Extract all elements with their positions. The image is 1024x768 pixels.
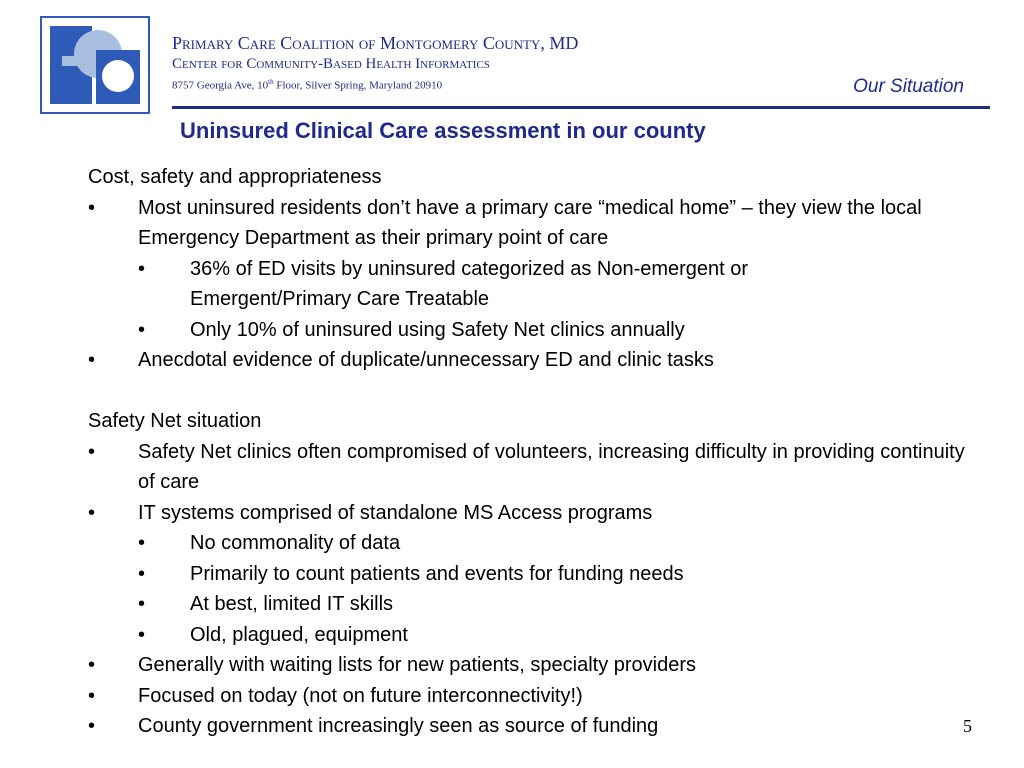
bullet-text: County government increasingly seen as source of funding <box>138 715 659 737</box>
bullet-item <box>88 498 988 529</box>
spacer <box>88 376 988 407</box>
address-part2: Floor, Silver Spring, Maryland 20910 <box>273 79 443 92</box>
bullet-icon: • <box>88 440 96 463</box>
bullet-item <box>88 345 988 376</box>
bullet-text: 36% of ED visits by uninsured categorized as Non-emergent or Emergent/Primary Care Treatable <box>190 257 749 310</box>
bullet-item <box>88 681 988 712</box>
bullet-text: Anecdotal evidence of duplicate/unnecessary ED and clinic tasks <box>138 349 714 371</box>
section-label: Our Situation <box>853 76 964 97</box>
bullet-icon: • <box>88 349 96 371</box>
sub-bullet-item <box>88 559 988 590</box>
bullet-icon: • <box>138 593 146 615</box>
section-heading-cost: Cost, safety and appropriateness <box>88 166 382 188</box>
bullet-text: Old, plagued, equipment <box>190 623 408 646</box>
sub-bullet-item <box>88 620 988 651</box>
bullet-icon: • <box>138 623 146 646</box>
page-number: 5 <box>963 716 972 736</box>
bullet-icon: • <box>138 257 146 280</box>
bullet-item <box>88 650 988 681</box>
bullet-text: IT systems comprised of standalone MS Access programs <box>138 501 653 524</box>
section-heading-safety-net: Safety Net situation <box>88 410 262 432</box>
organization-center: Center for Community-Based Health Informatics <box>172 56 490 72</box>
address-part1: 8757 Georgia Ave, 10 <box>172 79 269 92</box>
sub-bullet-item <box>88 528 988 559</box>
bullet-text: Most uninsured residents don’t have a primary care “medical home” – they view the local Emergency Department as their primary point of care <box>138 196 922 249</box>
bullet-text: Safety Net clinics often compromised of volunteers, increasing difficulty in providing continuity of care <box>138 440 965 493</box>
coalition-logo <box>40 16 150 114</box>
header-divider <box>172 106 990 109</box>
bullet-icon: • <box>88 715 96 737</box>
sub-bullet-item <box>88 254 988 315</box>
bullet-text: At best, limited IT skills <box>190 593 394 615</box>
bullet-icon: • <box>88 684 96 707</box>
sub-bullet-item <box>88 589 988 620</box>
bullet-text: Focused on today (not on future interconnectivity!) <box>138 684 583 707</box>
organization-address <box>172 74 578 94</box>
bullet-item <box>88 711 988 742</box>
address-sup: th <box>268 78 274 86</box>
bullet-icon: • <box>138 532 146 554</box>
bullet-text: Generally with waiting lists for new patients, specialty providers <box>138 654 697 676</box>
bullet-icon: • <box>138 562 146 585</box>
bullet-text: No commonality of data <box>190 532 401 554</box>
bullet-icon: • <box>88 501 96 524</box>
organization-header <box>172 32 578 94</box>
slide-title: Uninsured Clinical Care assessment in our county <box>180 118 706 143</box>
bullet-icon: • <box>88 654 96 676</box>
bullet-icon: • <box>138 318 146 341</box>
organization-name: Primary Care Coalition of Montgomery County, MD <box>172 33 579 53</box>
bullet-item <box>88 437 988 498</box>
bullet-item <box>88 193 988 254</box>
slide-content <box>88 162 988 742</box>
bullet-text: Only 10% of uninsured using Safety Net clinics annually <box>190 318 685 341</box>
sub-bullet-item <box>88 315 988 346</box>
bullet-text: Primarily to count patients and events for funding needs <box>190 562 684 585</box>
bullet-icon: • <box>88 196 96 219</box>
